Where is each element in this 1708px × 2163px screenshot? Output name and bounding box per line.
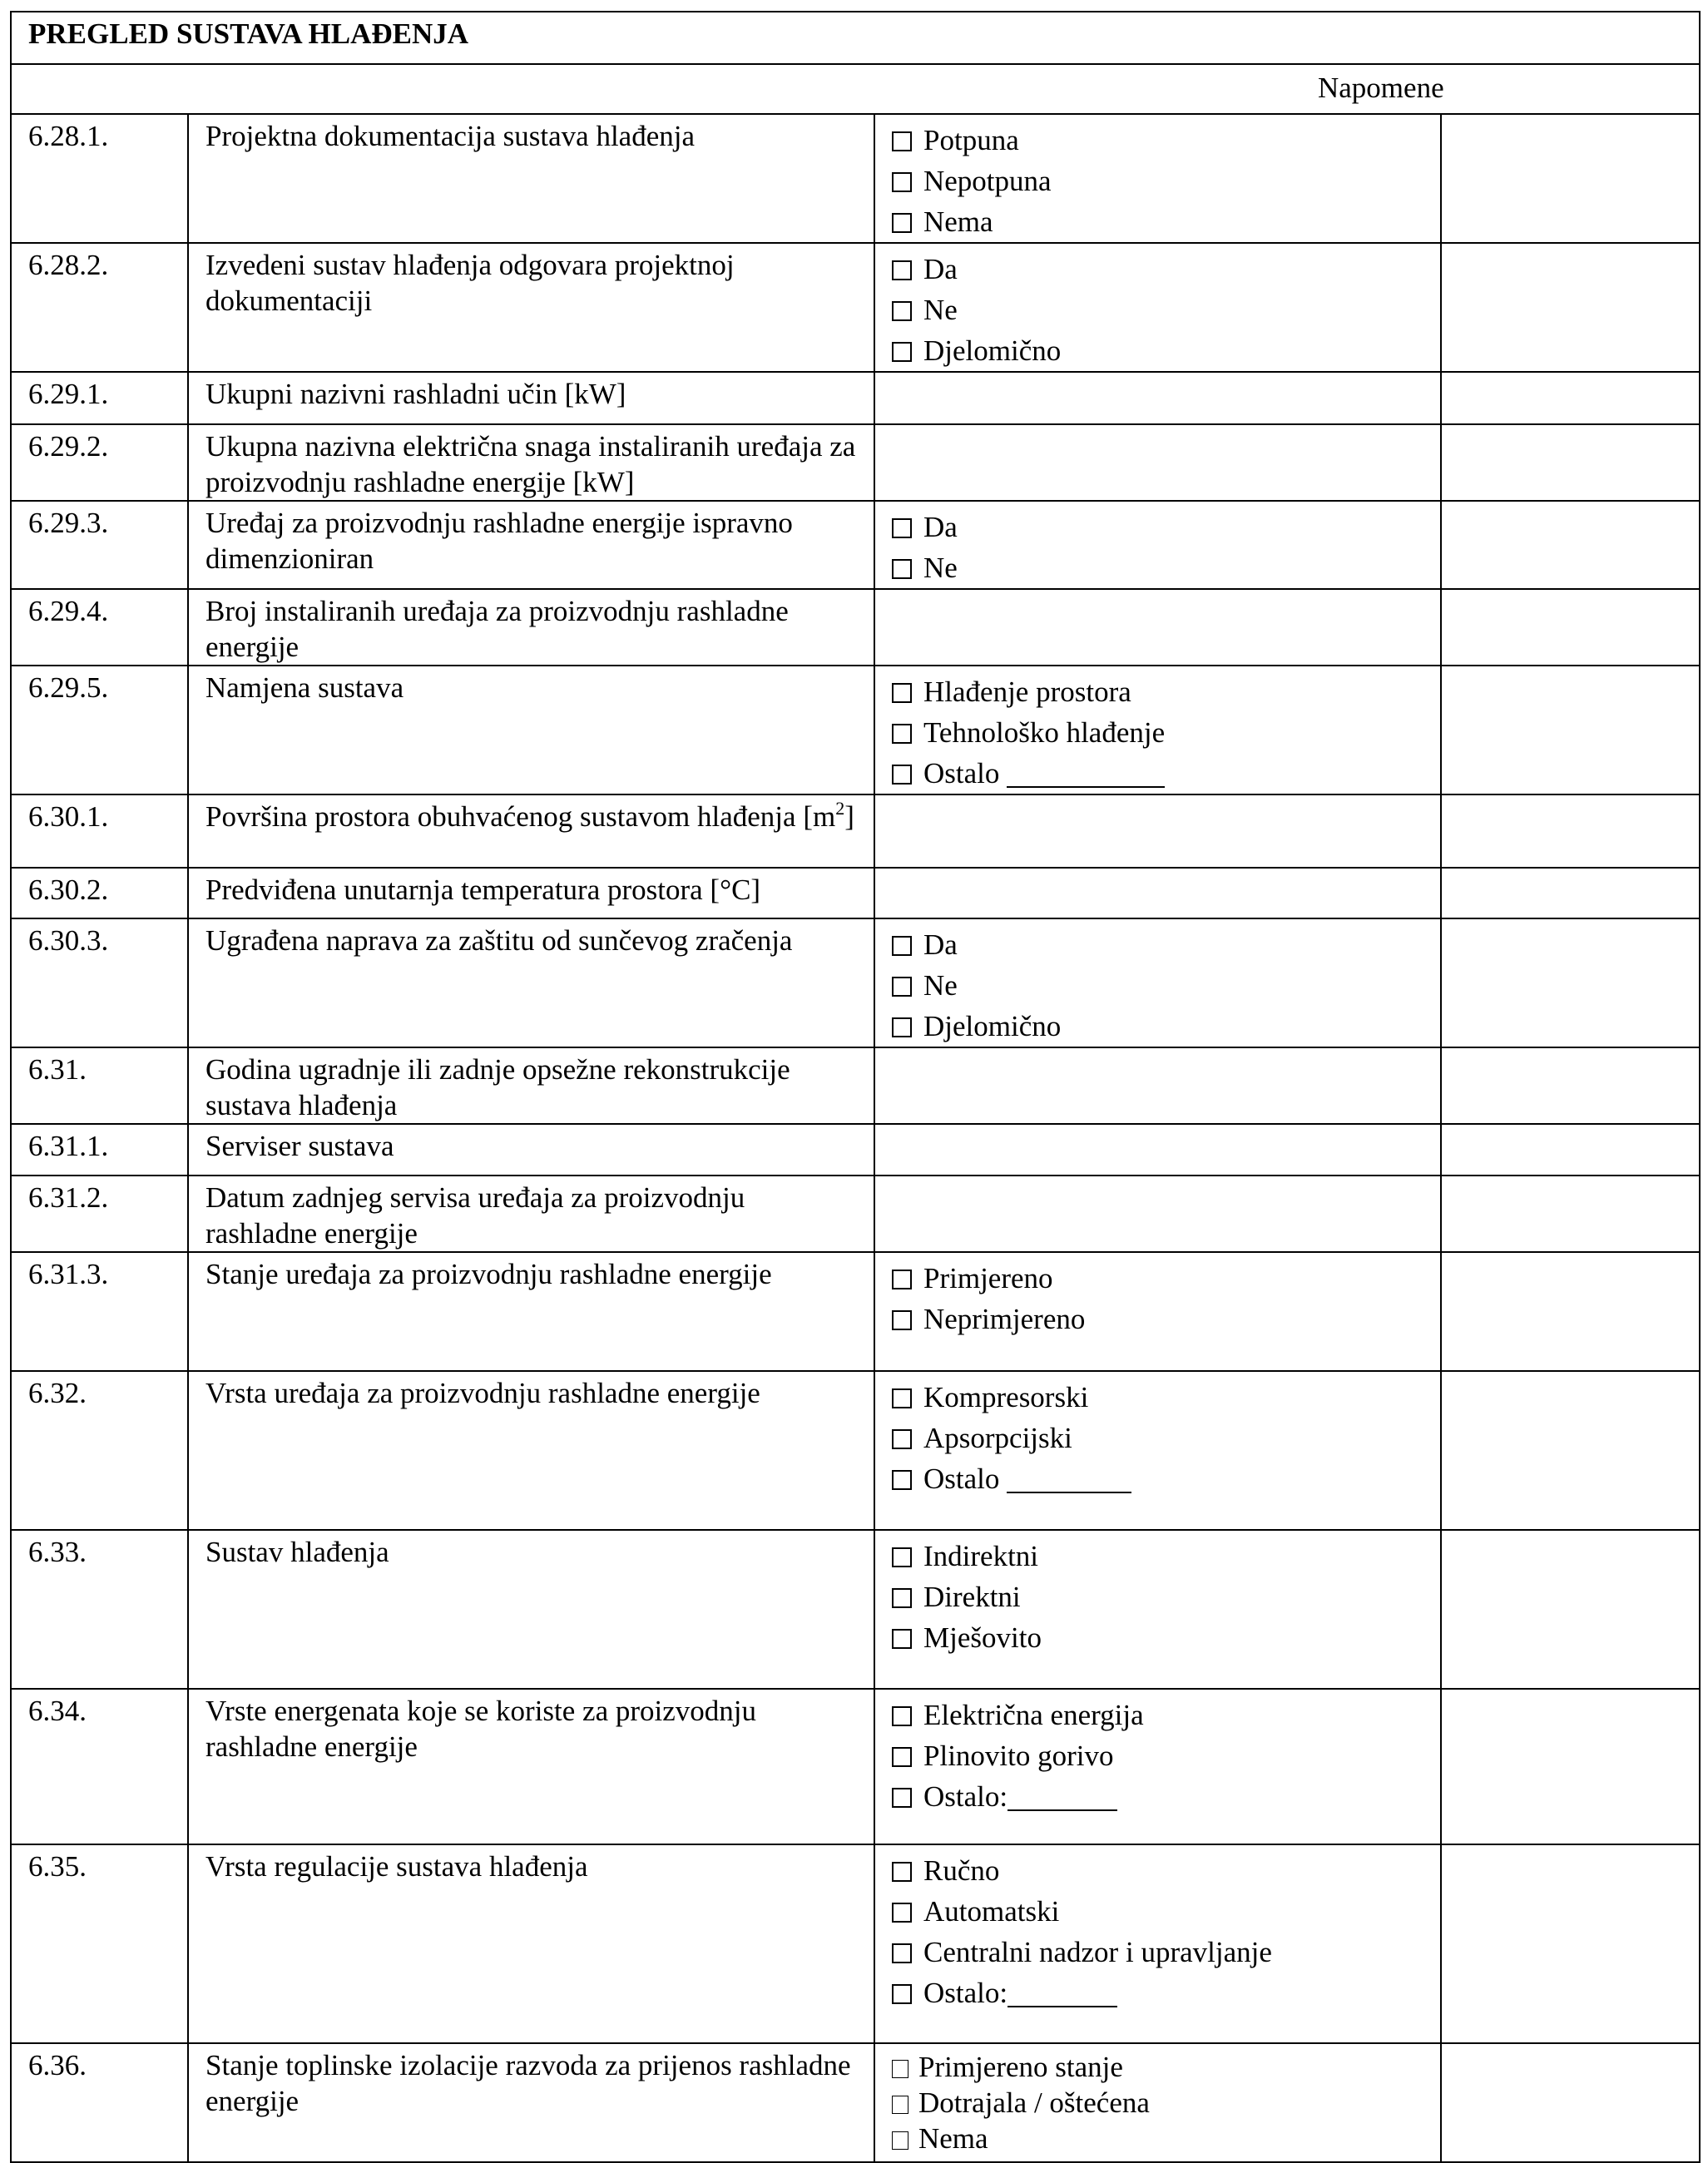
table-row (11, 372, 1700, 424)
cooling-inspection-table (10, 11, 1701, 2163)
option-ne[interactable]: Ne (892, 965, 1423, 1006)
value-cell[interactable] (874, 372, 1441, 424)
table-row (11, 1252, 1700, 1371)
options-cell (874, 501, 1441, 589)
item-number: 6.31.3. (11, 1252, 188, 1371)
option-ostalo[interactable]: Ostalo (892, 753, 1423, 794)
item-label: Stanje toplinske izolacije razvoda za prijenos rashladne energije (188, 2043, 874, 2162)
option-djelomicno[interactable]: Djelomično (892, 330, 1423, 371)
item-number: 6.32. (11, 1371, 188, 1530)
option-direktni[interactable]: Direktni (892, 1576, 1423, 1617)
table-row (11, 2043, 1700, 2162)
checkbox[interactable] (892, 2060, 908, 2078)
notes-cell[interactable] (1441, 1844, 1700, 2043)
notes-cell[interactable] (1441, 243, 1700, 372)
notes-cell[interactable] (1441, 2043, 1700, 2162)
table-row (11, 1371, 1700, 1530)
checkbox[interactable] (892, 1984, 912, 2004)
item-label: Uređaj za proizvodnju rashladne energije ispravno dimenzioniran (188, 501, 874, 589)
checkbox[interactable] (892, 1903, 912, 1923)
item-number: 6.29.1. (11, 372, 188, 424)
item-label: Površina prostora obuhvaćenog sustavom hlađenja $[m^2]$ (188, 794, 874, 868)
checkbox[interactable] (892, 2096, 908, 2114)
checkbox[interactable] (892, 1862, 912, 1882)
checkbox[interactable] (892, 683, 912, 703)
checkbox[interactable] (892, 301, 912, 321)
notes-cell[interactable] (1441, 918, 1700, 1047)
table-row (11, 114, 1700, 243)
notes-cell[interactable] (1441, 114, 1700, 243)
checkbox[interactable] (892, 1470, 912, 1490)
notes-cell[interactable] (1441, 589, 1700, 666)
option-djelomicno[interactable]: Djelomično (892, 1006, 1423, 1047)
checkbox[interactable] (892, 131, 912, 151)
value-cell[interactable] (874, 1176, 1441, 1252)
checkbox[interactable] (892, 1588, 912, 1608)
checkbox[interactable] (892, 1706, 912, 1726)
table-row (11, 1124, 1700, 1176)
options-cell (874, 243, 1441, 372)
options-cell (874, 918, 1441, 1047)
checkbox[interactable] (892, 518, 912, 538)
notes-cell[interactable] (1441, 1530, 1700, 1689)
option-indirektni[interactable]: Indirektni (892, 1536, 1423, 1576)
checkbox[interactable] (892, 1017, 912, 1037)
checkbox[interactable] (892, 172, 912, 192)
item-label: Serviser sustava (188, 1124, 874, 1176)
item-number: 6.36. (11, 2043, 188, 2162)
notes-cell[interactable] (1441, 794, 1700, 868)
checkbox[interactable] (892, 765, 912, 785)
checkbox[interactable] (892, 1629, 912, 1649)
item-number: 6.29.4. (11, 589, 188, 666)
table-row (11, 794, 1700, 868)
option-primjereno[interactable]: Primjereno (892, 1258, 1423, 1299)
item-label: Izvedeni sustav hlađenja odgovara projektnoj dokumentaciji (188, 243, 874, 372)
checkbox[interactable] (892, 1429, 912, 1449)
checkbox[interactable] (892, 342, 912, 362)
option-rucno[interactable]: Ručno (892, 1850, 1423, 1891)
checkbox[interactable] (892, 2131, 908, 2150)
item-number: 6.29.2. (11, 424, 188, 501)
option-primjereno-stanje[interactable]: Primjereno stanje (892, 2049, 1423, 2085)
item-label: Sustav hlađenja (188, 1530, 874, 1689)
value-cell[interactable] (874, 868, 1441, 918)
option-elektricna-energija[interactable]: Električna energija (892, 1695, 1423, 1735)
fill-in-blank[interactable] (1007, 1779, 1117, 1811)
item-label: Ukupna nazivna električna snaga instaliranih uređaja za proizvodnju rashladne energije [kW] (188, 424, 874, 501)
option-da[interactable]: Da (892, 249, 1423, 290)
value-cell[interactable] (874, 1124, 1441, 1176)
option-ne[interactable]: Ne (892, 290, 1423, 330)
item-label: Ugrađena naprava za zaštitu od sunčevog zračenja (188, 918, 874, 1047)
checkbox[interactable] (892, 724, 912, 744)
value-cell[interactable] (874, 794, 1441, 868)
table-row (11, 1844, 1700, 2043)
item-label: Vrsta uređaja za proizvodnju rashladne energije (188, 1371, 874, 1530)
options-cell (874, 1371, 1441, 1530)
options-cell (874, 1689, 1441, 1844)
form-title: PREGLED SUSTAVA HLAĐENJA (11, 12, 1700, 64)
item-number: 6.30.2. (11, 868, 188, 918)
table-row (11, 424, 1700, 501)
table-row (11, 918, 1700, 1047)
fill-in-blank[interactable] (1007, 756, 1165, 788)
table-row (11, 1530, 1700, 1689)
table-row (11, 1689, 1700, 1844)
notes-cell[interactable] (1441, 501, 1700, 589)
options-cell (874, 1844, 1441, 2043)
checkbox[interactable] (892, 260, 912, 280)
table-row (11, 1176, 1700, 1252)
option-centralni-nadzor[interactable]: Centralni nadzor i upravljanje (892, 1932, 1423, 1972)
item-number: 6.31.1. (11, 1124, 188, 1176)
table-row (11, 868, 1700, 918)
item-label: Vrsta regulacije sustava hlađenja (188, 1844, 874, 2043)
item-number: 6.35. (11, 1844, 188, 2043)
checkbox[interactable] (892, 1270, 912, 1289)
options-cell (874, 2043, 1441, 2162)
option-nema[interactable]: Nema (892, 201, 1423, 242)
notes-cell[interactable] (1441, 1176, 1700, 1252)
item-label: Predviđena unutarnja temperatura prostora [°C] (188, 868, 874, 918)
option-da[interactable]: Da (892, 507, 1423, 547)
option-dotrajala-ostecena[interactable]: Dotrajala / oštećena (892, 2085, 1423, 2121)
table-row (11, 589, 1700, 666)
notes-cell[interactable] (1441, 1689, 1700, 1844)
value-cell[interactable] (874, 1047, 1441, 1124)
item-number: 6.33. (11, 1530, 188, 1689)
item-number: 6.28.1. (11, 114, 188, 243)
item-label: Datum zadnjeg servisa uređaja za proizvodnju rashladne energije (188, 1176, 874, 1252)
checkbox[interactable] (892, 977, 912, 997)
item-number: 6.29.3. (11, 501, 188, 589)
options-cell (874, 666, 1441, 794)
option-automatski[interactable]: Automatski (892, 1891, 1423, 1932)
item-label: Projektna dokumentacija sustava hlađenja (188, 114, 874, 243)
option-ostalo[interactable]: Ostalo (892, 1458, 1423, 1499)
option-ne[interactable]: Ne (892, 547, 1423, 588)
notes-column-header: Napomene (1318, 72, 1444, 104)
notes-cell[interactable] (1441, 1252, 1700, 1371)
checkbox[interactable] (892, 559, 912, 579)
table-row (11, 501, 1700, 589)
item-number: 6.29.5. (11, 666, 188, 794)
checkbox[interactable] (892, 213, 912, 233)
fill-in-blank[interactable] (1007, 1976, 1117, 2007)
options-cell (874, 1530, 1441, 1689)
checkbox[interactable] (892, 1388, 912, 1408)
checkbox[interactable] (892, 1788, 912, 1808)
option-kompresorski[interactable]: Kompresorski (892, 1377, 1423, 1418)
option-ostalo[interactable]: Ostalo: (892, 1776, 1423, 1817)
table-row (11, 666, 1700, 794)
checkbox[interactable] (892, 936, 912, 956)
item-number: 6.28.2. (11, 243, 188, 372)
fill-in-blank[interactable] (1007, 1462, 1131, 1493)
item-number: 6.30.1. (11, 794, 188, 868)
notes-cell[interactable] (1441, 372, 1700, 424)
notes-cell[interactable] (1441, 1124, 1700, 1176)
option-tehnolosko-hladenje[interactable]: Tehnološko hlađenje (892, 712, 1423, 753)
notes-cell[interactable] (1441, 1047, 1700, 1124)
item-label: Stanje uređaja za proizvodnju rashladne energije (188, 1252, 874, 1371)
option-mjesovito[interactable]: Mješovito (892, 1617, 1423, 1658)
options-cell (874, 114, 1441, 243)
item-label: Godina ugradnje ili zadnje opsežne rekonstrukcije sustava hlađenja (188, 1047, 874, 1124)
option-da[interactable]: Da (892, 924, 1423, 965)
notes-cell[interactable] (1441, 868, 1700, 918)
item-number: 6.30.3. (11, 918, 188, 1047)
item-label: Namjena sustava (188, 666, 874, 794)
option-hladenje-prostora[interactable]: Hlađenje prostora (892, 671, 1423, 712)
checkbox[interactable] (892, 1943, 912, 1963)
table-row (11, 243, 1700, 372)
checkbox[interactable] (892, 1547, 912, 1567)
item-label: Ukupni nazivni rashladni učin [kW] (188, 372, 874, 424)
checkbox[interactable] (892, 1747, 912, 1767)
notes-cell[interactable] (1441, 424, 1700, 501)
item-label: Vrste energenata koje se koriste za proizvodnju rashladne energije (188, 1689, 874, 1844)
item-number: 6.31. (11, 1047, 188, 1124)
option-potpuna[interactable]: Potpuna (892, 120, 1423, 161)
notes-cell[interactable] (1441, 666, 1700, 794)
option-nepotpuna[interactable]: Nepotpuna (892, 161, 1423, 201)
option-neprimjereno[interactable]: Neprimjereno (892, 1299, 1423, 1339)
checkbox[interactable] (892, 1310, 912, 1330)
option-nema[interactable]: Nema (892, 2121, 1423, 2156)
options-cell (874, 1252, 1441, 1371)
item-number: 6.34. (11, 1689, 188, 1844)
item-label: Broj instaliranih uređaja za proizvodnju rashladne energije (188, 589, 874, 666)
option-ostalo[interactable]: Ostalo: (892, 1972, 1423, 2013)
option-plinovito-gorivo[interactable]: Plinovito gorivo (892, 1735, 1423, 1776)
value-cell[interactable] (874, 424, 1441, 501)
option-apsorpcijski[interactable]: Apsorpcijski (892, 1418, 1423, 1458)
notes-cell[interactable] (1441, 1371, 1700, 1530)
table-row (11, 1047, 1700, 1124)
value-cell[interactable] (874, 589, 1441, 666)
item-number: 6.31.2. (11, 1176, 188, 1252)
